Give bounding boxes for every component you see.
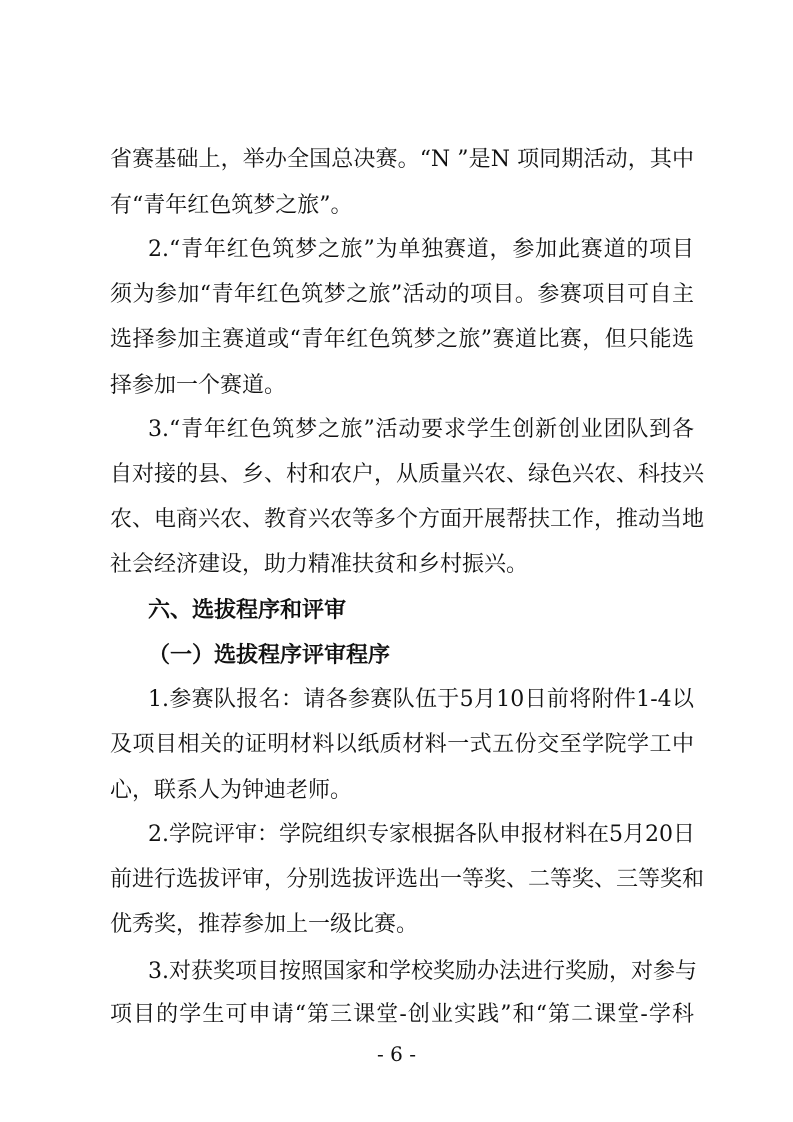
section-heading: 六、选拔程序和评审	[148, 597, 347, 623]
body-line: 选择参加主赛道或“青年红色筑梦之旅”赛道比赛，但只能选	[110, 327, 694, 352]
body-line: 项目的学生可申请“第三课堂-创业实践”和“第二课堂-学科	[110, 1002, 694, 1027]
body-line: 及项目相关的证明材料以纸质材料一式五份交至学院学工中	[110, 732, 694, 757]
body-line: 前进行选拔评审，分别选拔评选出一等奖、二等奖、三等奖和	[110, 867, 705, 892]
subsection-heading: （一）选拔程序评审程序	[148, 642, 391, 668]
body-line: 心，联系人为钟迪老师。	[110, 778, 353, 803]
body-line: 须为参加“青年红色筑梦之旅”活动的项目。参赛项目可自主	[110, 282, 694, 307]
body-line: 3.“青年红色筑梦之旅”活动要求学生创新创业团队到各	[148, 417, 694, 442]
body-line: 3.对获奖项目按照国家和学校奖励办法进行奖励，对参与	[148, 959, 697, 984]
body-line: 择参加一个赛道。	[110, 373, 287, 398]
body-line: 有“青年红色筑梦之旅”。	[110, 193, 353, 218]
body-line: 优秀奖，推荐参加上一级比赛。	[110, 912, 419, 937]
body-line: 2.学院评审：学院组织专家根据各队申报材料在5月20日	[148, 822, 695, 847]
body-line: 2.“青年红色筑梦之旅”为单独赛道，参加此赛道的项目	[148, 237, 694, 262]
body-line: 社会经济建设，助力精准扶贫和乡村振兴。	[110, 552, 529, 577]
body-line: 自对接的县、乡、村和农户，从质量兴农、绿色兴农、科技兴	[110, 462, 705, 487]
body-line: 省赛基础上，举办全国总决赛。“N ”是N 项同期活动，其中	[110, 147, 694, 172]
body-line: 农、电商兴农、教育兴农等多个方面开展帮扶工作，推动当地	[110, 507, 705, 532]
body-line: 1.参赛队报名：请各参赛队伍于5月10日前将附件1-4以	[148, 687, 694, 712]
page-number: - 6 -	[377, 1042, 416, 1066]
